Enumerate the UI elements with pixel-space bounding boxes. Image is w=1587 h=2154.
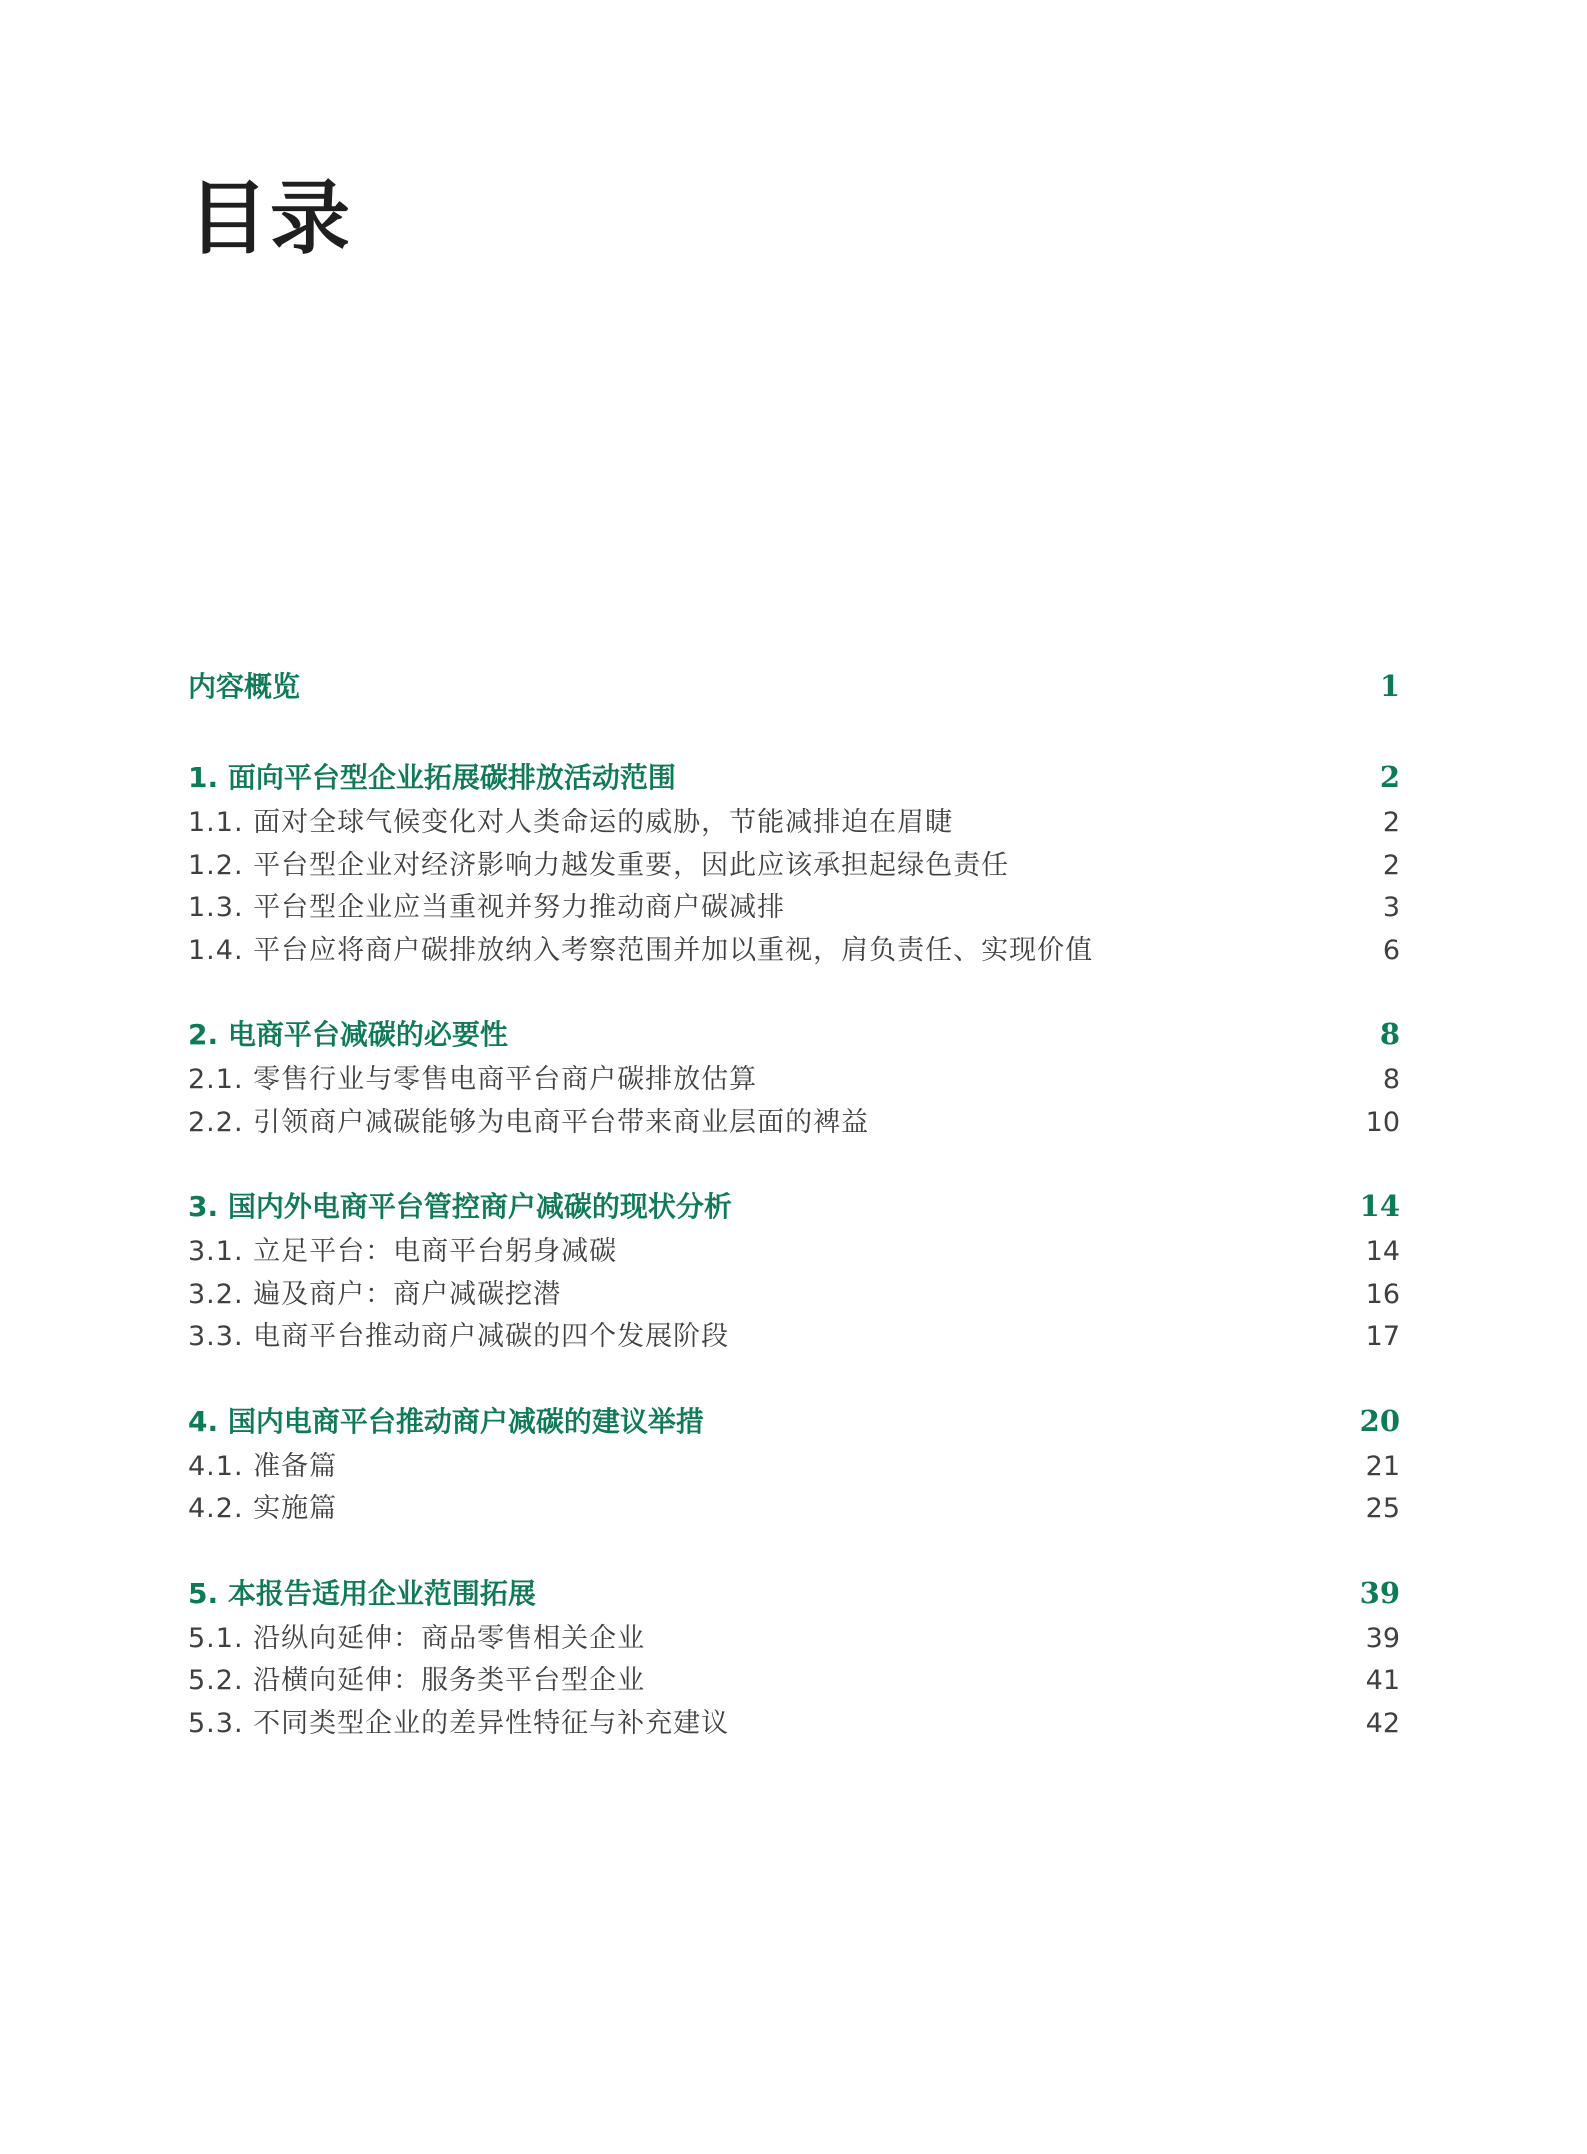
toc-entry-1-4[interactable] <box>188 930 1400 973</box>
toc-heading-page: 8 <box>1379 1017 1400 1051</box>
toc-heading-4[interactable] <box>188 1397 1400 1446</box>
toc-entry-page: 3 <box>1382 892 1400 923</box>
toc-entry-page: 41 <box>1365 1665 1400 1696</box>
toc-entry-page: 21 <box>1365 1450 1400 1482</box>
toc-entry-4-1[interactable] <box>188 1446 1400 1489</box>
toc-entry-3-1[interactable] <box>188 1231 1400 1274</box>
toc-section-2 <box>188 1010 1400 1144</box>
toc-entry-2-2[interactable] <box>188 1102 1400 1145</box>
toc-entry-page: 39 <box>1365 1622 1400 1654</box>
toc-entry-1-3[interactable] <box>188 887 1400 930</box>
toc-heading-label: 4. 国内电商平台推动商户减碳的建议举措 <box>188 1404 704 1438</box>
toc-heading-label: 1. 面向平台型企业拓展碳排放活动范围 <box>188 761 676 794</box>
toc-entry-label: 3.2. 遍及商户：商户减碳挖潜 <box>188 1278 562 1310</box>
toc-section-5 <box>188 1569 1400 1746</box>
toc-entry-page: 14 <box>1365 1236 1400 1267</box>
toc-heading-page: 39 <box>1359 1575 1400 1610</box>
toc-entry-4-2[interactable] <box>188 1488 1400 1531</box>
toc-entry-page: 8 <box>1382 1064 1400 1095</box>
toc-heading-5[interactable] <box>188 1569 1400 1618</box>
toc-entry-label: 1.4. 平台应将商户碳排放纳入考察范围并加以重视，肩负责任、实现价值 <box>188 934 1094 966</box>
toc-heading-3[interactable] <box>188 1182 1400 1231</box>
toc-entry-overview[interactable] <box>188 662 1400 711</box>
toc-heading-label: 2. 电商平台减碳的必要性 <box>188 1018 508 1051</box>
toc-entry-label: 5.3. 不同类型企业的差异性特征与补充建议 <box>188 1707 730 1739</box>
toc-section-3 <box>188 1182 1400 1359</box>
toc-section-4 <box>188 1397 1400 1531</box>
table-of-contents <box>188 662 1400 1783</box>
toc-heading-page: 14 <box>1359 1189 1400 1223</box>
toc-entry-5-3[interactable] <box>188 1703 1400 1746</box>
toc-section-overview <box>188 662 1400 711</box>
toc-entry-label: 1.2. 平台型企业对经济影响力越发重要，因此应该承担起绿色责任 <box>188 849 1010 881</box>
page-title: 目录 <box>188 171 352 265</box>
toc-entry-page: 2 <box>1382 849 1400 881</box>
toc-entry-label: 4.2. 实施篇 <box>188 1493 338 1524</box>
toc-entry-page: 17 <box>1365 1321 1400 1352</box>
toc-entry-label: 2.2. 引领商户减碳能够为电商平台带来商业层面的裨益 <box>188 1106 870 1138</box>
toc-entry-3-2[interactable] <box>188 1274 1400 1317</box>
toc-entry-label: 5.2. 沿横向延伸：服务类平台型企业 <box>188 1665 646 1696</box>
toc-heading-page: 20 <box>1359 1403 1400 1438</box>
toc-entry-label: 1.3. 平台型企业应当重视并努力推动商户碳减排 <box>188 892 786 923</box>
toc-heading-label: 5. 本报告适用企业范围拓展 <box>188 1576 536 1610</box>
toc-entry-5-1[interactable] <box>188 1618 1400 1661</box>
toc-heading-page: 2 <box>1379 760 1400 794</box>
toc-entry-page: 6 <box>1382 934 1400 966</box>
toc-entry-page: 10 <box>1365 1106 1400 1138</box>
toc-entry-page: 16 <box>1365 1278 1400 1310</box>
toc-entry-label: 3.1. 立足平台：电商平台躬身减碳 <box>188 1236 618 1267</box>
toc-entry-1-2[interactable] <box>188 845 1400 888</box>
toc-section-1 <box>188 753 1400 972</box>
toc-heading-label: 3. 国内外电商平台管控商户减碳的现状分析 <box>188 1190 732 1223</box>
toc-entry-2-1[interactable] <box>188 1059 1400 1102</box>
toc-heading-2[interactable] <box>188 1010 1400 1059</box>
toc-entry-page: 42 <box>1365 1707 1400 1739</box>
toc-entry-5-2[interactable] <box>188 1660 1400 1703</box>
toc-heading-1[interactable] <box>188 753 1400 802</box>
toc-entry-page: 1 <box>1379 669 1400 703</box>
toc-entry-page: 25 <box>1365 1493 1400 1524</box>
toc-entry-1-1[interactable] <box>188 802 1400 845</box>
toc-entry-label: 1.1. 面对全球气候变化对人类命运的威胁，节能减排迫在眉睫 <box>188 807 954 838</box>
toc-entry-label: 内容概览 <box>188 670 301 703</box>
toc-entry-page: 2 <box>1382 807 1400 838</box>
toc-entry-label: 2.1. 零售行业与零售电商平台商户碳排放估算 <box>188 1064 758 1095</box>
toc-entry-label: 4.1. 准备篇 <box>188 1450 338 1482</box>
toc-entry-3-3[interactable] <box>188 1316 1400 1359</box>
toc-entry-label: 3.3. 电商平台推动商户减碳的四个发展阶段 <box>188 1321 730 1352</box>
toc-entry-label: 5.1. 沿纵向延伸：商品零售相关企业 <box>188 1622 646 1654</box>
